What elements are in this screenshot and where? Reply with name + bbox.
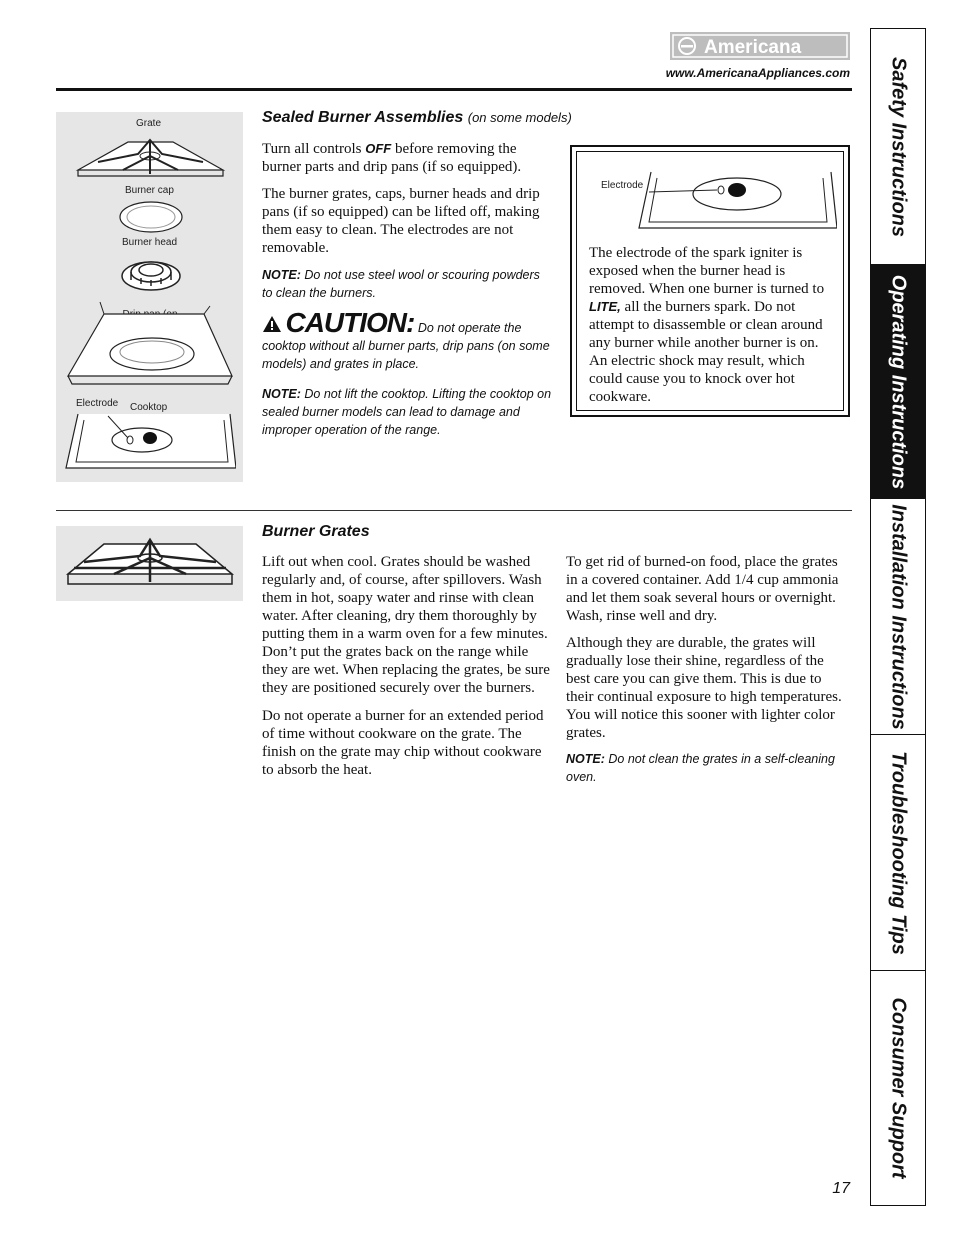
- sealed-p1-a: Turn all controls: [262, 141, 362, 157]
- label-cooktop: Cooktop: [130, 402, 168, 413]
- grates-paragraph-3: To get rid of burned-on food, place the grates in a covered container. Add 1/4 cup ammonia and let them soak several hours or overnight. Wash, rinse well and dry.: [566, 554, 839, 624]
- sealed-title-note: (on some models): [467, 110, 572, 125]
- note-label: NOTE:: [262, 387, 301, 401]
- section-title-sealed: [262, 109, 582, 127]
- caution-text: Do not operate the cooktop without all burner parts, drip pans (on some models) and grates in place.: [262, 321, 550, 371]
- note-label: NOTE:: [566, 752, 605, 766]
- website-url: www.AmericanaAppliances.com: [665, 66, 850, 80]
- sealed-paragraph-1: [262, 140, 552, 176]
- tab-label: Safety Instructions: [887, 56, 910, 237]
- grates-drawing: [64, 534, 236, 592]
- grates-column-1: [262, 553, 550, 779]
- section-tabs: [870, 28, 926, 1206]
- page-number: 17: [832, 1180, 850, 1197]
- sealed-paragraph-2: The burner grates, caps, burner heads and drip pans (if so equipped) can be lifted off, making them easy to clean. The electrodes are not removable.: [262, 186, 540, 256]
- grates-column-2: [566, 553, 850, 786]
- brand-logo-text: Americana: [704, 37, 802, 58]
- electrode-drawing: [637, 168, 837, 234]
- sealed-p1-b: before removing the burner parts and drip pans (if so equipped).: [262, 141, 522, 175]
- electrode-text-a: The electrode of the spark igniter is exposed when the burner head is removed. When one burner is turned to: [589, 245, 825, 297]
- electrode-warning-inner: [576, 151, 844, 411]
- brand-logo: [670, 32, 850, 60]
- burner-parts-illustration: [56, 112, 243, 482]
- burner-head-drawing: [118, 250, 184, 298]
- drip-pan-drawing: [64, 300, 236, 390]
- grates-illustration: [56, 526, 243, 601]
- sealed-note-1: [262, 266, 552, 302]
- tab-consumer-support[interactable]: [871, 971, 925, 1205]
- note-text: Do not clean the grates in a self-cleaning oven.: [566, 752, 835, 784]
- electrode-warning-box: [570, 145, 850, 417]
- grates-paragraph-2: Do not operate a burner for an extended period of time without cookware on the grate. The finish on the grate may chip without cookware to absorb the heat.: [262, 708, 544, 778]
- caution-block: [262, 307, 552, 373]
- tab-safety-instructions[interactable]: [871, 29, 925, 265]
- top-rule: [56, 88, 852, 91]
- grate-drawing: [68, 132, 233, 182]
- sealed-body: [262, 140, 552, 439]
- label-grate: Grate: [136, 118, 162, 129]
- keyword-off: OFF: [365, 141, 392, 156]
- section-divider: [56, 510, 852, 511]
- grates-paragraph-1: Lift out when cool. Grates should be washed regularly and, of course, after spillovers. Wash them in hot, soapy water and rinse with clean water. After cleaning, dry them thoroughly by putting them in a warm oven for a few minutes. Don’t put the grates back on the range while they are wet. When replacing the grates, be sure they are positioned securely over the burners.: [262, 554, 550, 696]
- label-burner-head: Burner head: [122, 237, 178, 248]
- tab-label: Troubleshooting Tips: [887, 750, 910, 955]
- label-burner-cap: Burner cap: [125, 185, 174, 196]
- label-electrode: Electrode: [76, 398, 119, 409]
- tab-operating-instructions[interactable]: [871, 265, 925, 499]
- note-text: Do not use steel wool or scouring powders to clean the burners.: [262, 268, 540, 300]
- sealed-title: Sealed Burner Assemblies: [262, 109, 464, 126]
- warning-triangle-icon: [262, 315, 282, 333]
- caution-label: CAUTION:: [285, 307, 415, 338]
- grates-paragraph-4: Although they are durable, the grates will gradually lose their shine, regardless of the best care you can give them. This is due to their continual exposure to high temperatures. You will notice this sooner with lighter color grates.: [566, 635, 842, 741]
- grates-note: [566, 750, 850, 786]
- cooktop-drawing: [64, 412, 236, 478]
- electrode-warning-text: [589, 244, 839, 406]
- electrode-box-label: Electrode: [601, 180, 644, 191]
- sealed-note-2: [262, 385, 552, 439]
- keyword-lite: LITE,: [589, 299, 621, 314]
- tab-label: Consumer Support: [887, 997, 910, 1179]
- tab-label: Installation Instructions: [887, 503, 910, 730]
- electrode-text-b: all the burners spark. Do not attempt to disassemble or clean around any burner while another burner is on. An electric shock may result, which could cause you to knock over hot cookware.: [589, 299, 823, 405]
- note-label: NOTE:: [262, 268, 301, 282]
- tab-troubleshooting-tips[interactable]: [871, 735, 925, 971]
- section-title-grates: Burner Grates: [262, 523, 370, 540]
- burner-cap-drawing: [116, 200, 186, 236]
- note-text: Do not lift the cooktop. Lifting the cooktop on sealed burner models can lead to damage and improper operation of the range.: [262, 387, 552, 437]
- tab-installation-instructions[interactable]: [871, 499, 925, 735]
- tab-label: Operating Instructions: [887, 274, 910, 489]
